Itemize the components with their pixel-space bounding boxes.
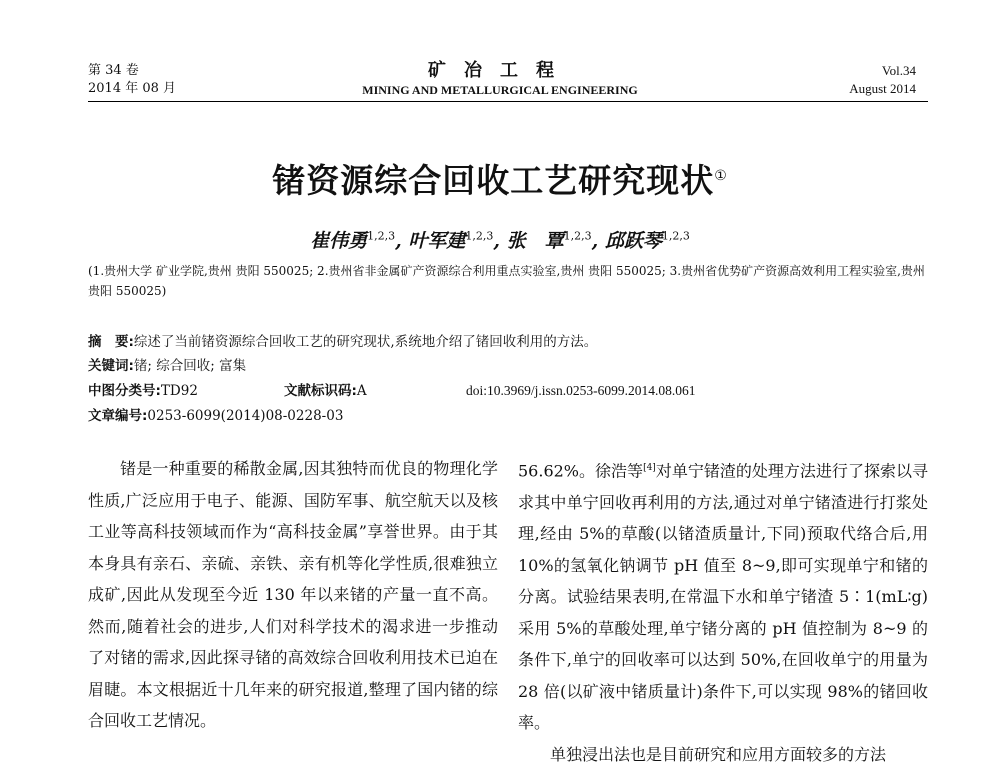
volume-en: Vol.34: [881, 63, 916, 78]
header-divider: [88, 101, 928, 102]
paragraph-text: 对单宁锗渣的处理方法进行了探索以寻求其中单宁回收再利用的方法,通过对单宁锗渣进行打浆处理,经由 5%的草酸(以锗渣质量计,下同)预取代络合后,用 10%的氢氧化钠调节 pH 值至 8~9,即可实现单宁和锗的分离。试验结果表明,在常温下水和单宁锗渣 5∶1(mL∶g)采用 5%的草酸处理,单宁锗分离的 pH 值控制为 8~9 的条件下,单宁的回收率可以达到 50%,在回收单宁的用量为 28 倍(以矿液中锗质量计)条件下,可以实现 98%的锗回收率。: [518, 461, 928, 733]
article-number-value: 0253-6099(2014)08-0228-03: [147, 408, 344, 424]
clc-label: 中图分类号:: [88, 383, 161, 399]
article-title: [0, 155, 1000, 202]
doi[interactable]: doi:10.3969/j.issn.0253-6099.2014.08.061: [466, 383, 696, 398]
classification-row: [88, 380, 928, 402]
author-affiliation-marker: 1,2,3: [563, 229, 592, 243]
title-text: 锗资源综合回收工艺研究现状: [272, 161, 715, 200]
title-footnote-marker: ①: [714, 168, 728, 184]
author-list: 崔伟勇$^{1,2,3}$, 叶军建$^{1,2,3}$, 张 覃$^{1,2,3}$, 邱跃琴$^{1,2,3}$: [310, 229, 690, 252]
running-header-right: [849, 62, 916, 98]
affiliations: (1.贵州大学 矿业学院,贵州 贵阳 550025; 2.贵州省非金属矿产资源综合利用重点实验室,贵州 贵阳 550025; 3.贵州省优势矿产资源高效利用工程实验室,贵州 贵阳 550025): [88, 264, 925, 298]
keywords-label: 关键词:: [88, 358, 134, 374]
author-affiliation-marker: 1,2,3: [661, 229, 690, 243]
date-en: August 2014: [849, 81, 916, 96]
author-name: 邱跃琴: [604, 230, 662, 252]
clc-value: TD92: [160, 383, 198, 399]
journal-title-cn: 矿冶工程: [428, 60, 572, 81]
doc-code-label: 文献标识码:: [284, 383, 357, 399]
body-column-left: [88, 453, 498, 737]
article-number: [88, 405, 343, 427]
author-name: 张 覃: [506, 230, 564, 252]
clc-field: [88, 383, 198, 399]
abstract-text: 综述了当前锗资源综合回收工艺的研究现状,系统地介绍了锗回收利用的方法。: [133, 334, 598, 350]
journal-title-en: MINING AND METALLURGICAL ENGINEERING: [362, 83, 638, 97]
author-affiliation-marker: 1,2,3: [367, 229, 396, 243]
article-number-label: 文章编号:: [88, 408, 148, 424]
date-cn: 2014 年 08 月: [88, 81, 177, 96]
body-paragraph: 单独浸出法也是目前研究和应用方面较多的方法: [550, 744, 887, 764]
author-name: 崔伟勇: [310, 230, 368, 252]
doc-code-value: A: [356, 383, 367, 399]
author-name: 叶军建: [408, 230, 466, 252]
body-column-right: [518, 453, 928, 770]
doc-code-field: [284, 380, 367, 402]
body-paragraph: 锗是一种重要的稀散金属,因其独特而优良的物理化学性质,广泛应用于电子、能源、国防军事、航空航天以及核工业等高科技领域而作为“高科技金属”享誉世界。由于其本身具有亲石、亲硫、亲铁、亲有机等化学性质,很难独立成矿,因此从发现至今近 130 年以来锗的产量一直不高。然而,随着社会的进步,人们对科学技术的渴求进一步推动了对锗的需求,因此探寻锗的高效综合回收利用技术已迫在眉睫。本文根据近十几年来的研究报道,整理了国内锗的综合回收工艺情况。: [88, 459, 498, 730]
citation-ref[interactable]: [4]: [643, 463, 656, 473]
abstract: [88, 331, 597, 353]
keywords: [88, 355, 246, 377]
volume-cn: 第 34 卷: [88, 63, 139, 78]
body-paragraph: [518, 453, 928, 739]
keywords-text: 锗; 综合回收; 富集: [133, 358, 247, 374]
paragraph-text: 56.62%。徐浩等: [518, 461, 644, 481]
abstract-label: 摘 要:: [88, 334, 134, 350]
author-affiliation-marker: 1,2,3: [465, 229, 494, 243]
